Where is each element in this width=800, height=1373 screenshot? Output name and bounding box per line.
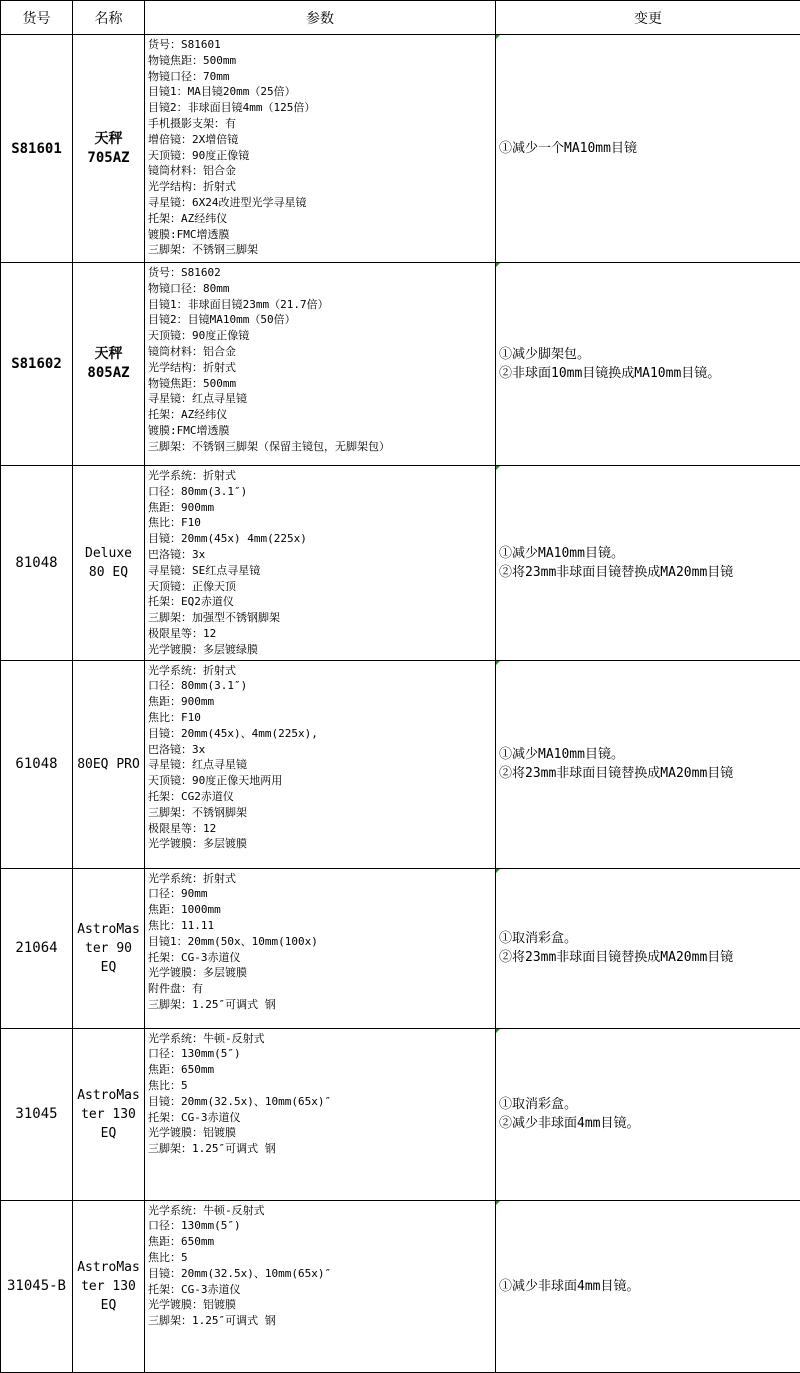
change-line: ①减少MA10mm目镜。	[499, 745, 797, 764]
cell-name	[73, 868, 145, 1028]
cell-changes	[496, 1028, 800, 1200]
name-line: AstroMas	[75, 920, 142, 939]
param-line: 天顶镜：90度正像天地两用	[148, 773, 492, 789]
name-line: 天秤	[75, 130, 142, 149]
name-line: EQ	[75, 958, 142, 977]
cell-name	[73, 1028, 145, 1200]
param-line: 三脚架：不锈钢三脚架	[148, 242, 492, 258]
name-line: AstroMas	[75, 1086, 142, 1105]
param-line: 增倍镜：2X增倍镜	[148, 132, 492, 148]
header-changes: 变更	[496, 1, 800, 35]
param-line: 目镜1：20mm(50x、10mm(100x)	[148, 934, 492, 950]
param-line: 目镜：20mm(45x) 4mm(225x)	[148, 531, 492, 547]
cell-changes	[496, 660, 800, 868]
param-line: 巴洛镜：3x	[148, 547, 492, 563]
param-line: 目镜2：目镜MA10mm（50倍）	[148, 312, 492, 328]
cell-code: 31045	[1, 1028, 73, 1200]
change-line: ②将23mm非球面目镜替换成MA20mm目镜	[499, 764, 797, 783]
cell-name	[73, 35, 145, 263]
param-line: 目镜：20mm(32.5x)、10mm(65x)″	[148, 1094, 492, 1110]
param-line: 光学结构：折射式	[148, 360, 492, 376]
change-line: ①减少一个MA10mm目镜	[499, 139, 797, 158]
name-line: 805AZ	[75, 364, 142, 383]
param-line: 光学系统：牛顿-反射式	[148, 1031, 492, 1047]
param-line: 焦比：F10	[148, 710, 492, 726]
param-line: 天顶镜：90度正像镜	[148, 148, 492, 164]
param-line: 镀膜:FMC增透膜	[148, 227, 492, 243]
cell-changes	[496, 263, 800, 466]
cell-params	[145, 1200, 496, 1372]
param-line: 焦距：900mm	[148, 500, 492, 516]
param-line: 物镜焦距：500mm	[148, 376, 492, 392]
param-line: 托架：AZ经纬仪	[148, 407, 492, 423]
param-line: 三脚架：不锈钢三脚架（保留主镜包，无脚架包）	[148, 439, 492, 455]
cell-code: 31045-B	[1, 1200, 73, 1372]
param-line: 光学镀膜：多层镀绿膜	[148, 642, 492, 658]
param-line: 托架：CG-3赤道仪	[148, 950, 492, 966]
table-row	[1, 1028, 800, 1200]
param-line: 光学镀膜：铝镀膜	[148, 1297, 492, 1313]
name-line: 705AZ	[75, 149, 142, 168]
param-line: 口径：80mm(3.1″)	[148, 484, 492, 500]
change-line: ②将23mm非球面目镜替换成MA20mm目镜	[499, 948, 797, 967]
cell-params	[145, 1028, 496, 1200]
param-line: 焦距：1000mm	[148, 902, 492, 918]
name-line: EQ	[75, 1296, 142, 1315]
name-line: Deluxe	[75, 544, 142, 563]
cell-params	[145, 466, 496, 661]
param-line: 天顶镜：正像天顶	[148, 579, 492, 595]
param-line: 托架：CG-3赤道仪	[148, 1110, 492, 1126]
table-row	[1, 466, 800, 661]
param-line: 物镜焦距：500mm	[148, 53, 492, 69]
param-line: 货号：S81602	[148, 265, 492, 281]
name-line: ter 130	[75, 1105, 142, 1124]
param-line: 托架：AZ经纬仪	[148, 211, 492, 227]
param-line: 三脚架：1.25″可调式 钢	[148, 1141, 492, 1157]
change-line: ①减少非球面4mm目镜。	[499, 1277, 797, 1296]
param-line: 物镜口径：70mm	[148, 69, 492, 85]
param-line: 光学系统：折射式	[148, 871, 492, 887]
change-line: ②将23mm非球面目镜替换成MA20mm目镜	[499, 563, 797, 582]
cell-marker-icon	[496, 661, 500, 665]
header-params: 参数	[145, 1, 496, 35]
param-line: 光学系统：牛顿-反射式	[148, 1203, 492, 1219]
param-line: 光学系统：折射式	[148, 663, 492, 679]
param-line: 目镜2：非球面目镜4mm（125倍）	[148, 100, 492, 116]
param-line: 托架：EQ2赤道仪	[148, 594, 492, 610]
cell-changes	[496, 35, 800, 263]
cell-marker-icon	[496, 466, 500, 470]
param-line: 极限星等：12	[148, 821, 492, 837]
param-line: 目镜：20mm(32.5x)、10mm(65x)″	[148, 1266, 492, 1282]
cell-code: 81048	[1, 466, 73, 661]
cell-changes	[496, 466, 800, 661]
cell-code: 21064	[1, 868, 73, 1028]
change-line: ①取消彩盒。	[499, 1095, 797, 1114]
name-line: EQ	[75, 1124, 142, 1143]
param-line: 焦距：650mm	[148, 1234, 492, 1250]
cell-params	[145, 35, 496, 263]
cell-params	[145, 263, 496, 466]
cell-params	[145, 660, 496, 868]
name-line: ter 130	[75, 1277, 142, 1296]
param-line: 寻星镜：红点寻星镜	[148, 757, 492, 773]
param-line: 寻星镜：SE红点寻星镜	[148, 563, 492, 579]
param-line: 巴洛镜：3x	[148, 742, 492, 758]
param-line: 极限星等：12	[148, 626, 492, 642]
table-row	[1, 1200, 800, 1372]
header-name: 名称	[73, 1, 145, 35]
change-line: ①减少脚架包。	[499, 345, 797, 364]
param-line: 焦比：5	[148, 1078, 492, 1094]
cell-marker-icon	[496, 869, 500, 873]
header-row	[1, 1, 800, 35]
param-line: 光学结构：折射式	[148, 179, 492, 195]
param-line: 三脚架：1.25″可调式 钢	[148, 1313, 492, 1329]
param-line: 焦距：650mm	[148, 1062, 492, 1078]
name-line: 天秤	[75, 345, 142, 364]
name-line: AstroMas	[75, 1258, 142, 1277]
param-line: 口径：90mm	[148, 886, 492, 902]
param-line: 焦距：900mm	[148, 694, 492, 710]
change-line: ①减少MA10mm目镜。	[499, 544, 797, 563]
table-row	[1, 263, 800, 466]
cell-marker-icon	[496, 1201, 500, 1205]
param-line: 镜筒材料：铝合金	[148, 344, 492, 360]
name-line: 80 EQ	[75, 563, 142, 582]
param-line: 光学镀膜：多层镀膜	[148, 836, 492, 852]
param-line: 三脚架：加强型不锈钢脚架	[148, 610, 492, 626]
cell-code: S81601	[1, 35, 73, 263]
param-line: 三脚架：不锈钢脚架	[148, 805, 492, 821]
param-line: 托架：CG-3赤道仪	[148, 1282, 492, 1298]
param-line: 镜筒材料：铝合金	[148, 163, 492, 179]
param-line: 物镜口径：80mm	[148, 281, 492, 297]
change-line: ②非球面10mm目镜换成MA10mm目镜。	[499, 364, 797, 383]
cell-changes	[496, 1200, 800, 1372]
param-line: 焦比：5	[148, 1250, 492, 1266]
cell-changes	[496, 868, 800, 1028]
param-line: 口径：80mm(3.1″)	[148, 678, 492, 694]
cell-name	[73, 1200, 145, 1372]
param-line: 焦比：11.11	[148, 918, 492, 934]
param-line: 附件盘：有	[148, 981, 492, 997]
param-line: 光学镀膜：铝镀膜	[148, 1125, 492, 1141]
cell-marker-icon	[496, 35, 500, 39]
change-line: ②减少非球面4mm目镜。	[499, 1114, 797, 1133]
change-line: ①取消彩盒。	[499, 929, 797, 948]
cell-name	[73, 660, 145, 868]
cell-code: 61048	[1, 660, 73, 868]
param-line: 镀膜:FMC增透膜	[148, 423, 492, 439]
cell-code: S81602	[1, 263, 73, 466]
param-line: 口径：130mm(5″)	[148, 1218, 492, 1234]
param-line: 光学系统：折射式	[148, 468, 492, 484]
cell-name	[73, 263, 145, 466]
param-line: 目镜：20mm(45x)、4mm(225x),	[148, 726, 492, 742]
cell-name	[73, 466, 145, 661]
param-line: 寻星镜：6X24改进型光学寻星镜	[148, 195, 492, 211]
table-row	[1, 660, 800, 868]
param-line: 光学镀膜：多层镀膜	[148, 965, 492, 981]
name-line: ter 90	[75, 939, 142, 958]
table-row	[1, 868, 800, 1028]
param-line: 手机摄影支架：有	[148, 116, 492, 132]
param-line: 寻星镜：红点寻星镜	[148, 391, 492, 407]
param-line: 口径：130mm(5″)	[148, 1046, 492, 1062]
param-line: 目镜1：MA目镜20mm（25倍）	[148, 84, 492, 100]
param-line: 三脚架：1.25″可调式 钢	[148, 997, 492, 1013]
cell-marker-icon	[496, 1029, 500, 1033]
param-line: 天顶镜：90度正像镜	[148, 328, 492, 344]
param-line: 焦比：F10	[148, 515, 492, 531]
param-line: 托架：CG2赤道仪	[148, 789, 492, 805]
header-code: 货号	[1, 1, 73, 35]
param-line: 目镜1：非球面目镜23mm（21.7倍）	[148, 297, 492, 313]
table-row	[1, 35, 800, 263]
cell-params	[145, 868, 496, 1028]
param-line: 货号：S81601	[148, 37, 492, 53]
cell-marker-icon	[496, 263, 500, 267]
name-line: 80EQ PRO	[75, 755, 142, 774]
